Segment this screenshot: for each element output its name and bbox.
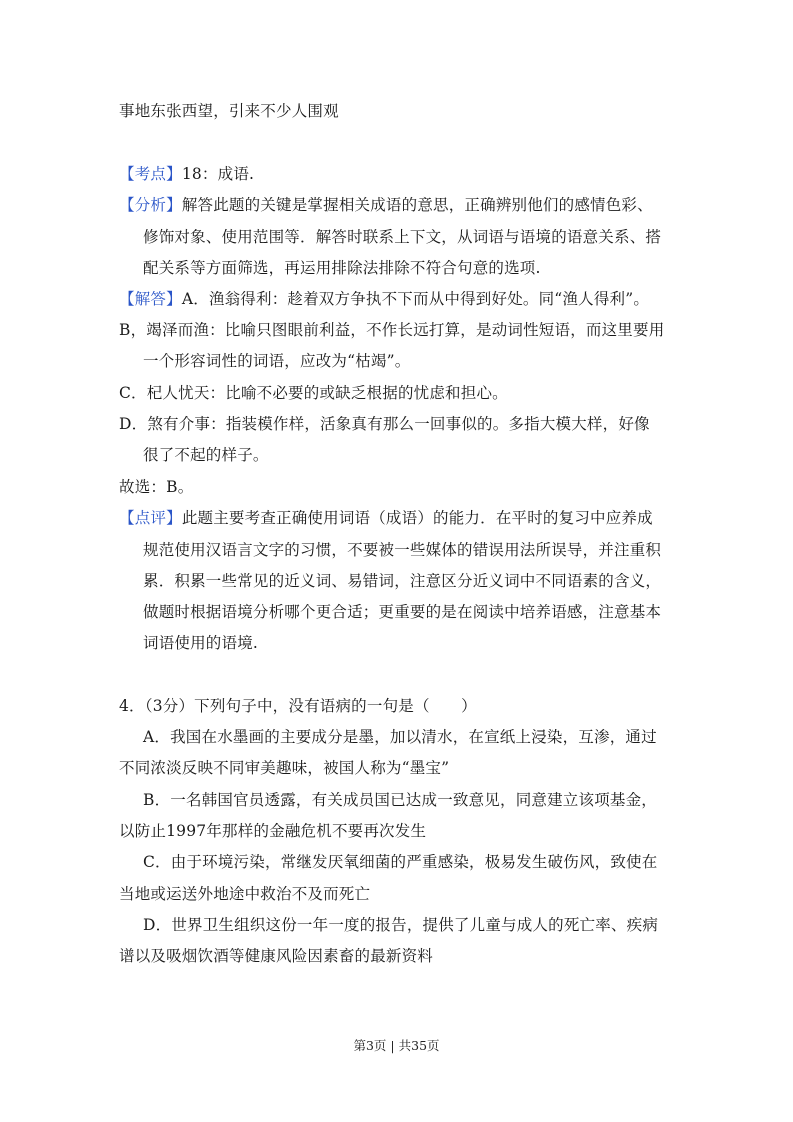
fenxi-tag: 【分析】 bbox=[119, 196, 182, 214]
fenxi-line-1: 解答此题的关键是掌握相关成语的意思，正确辨别他们的感情色彩、 bbox=[181, 196, 653, 214]
option-a-line-2: 不同浓淡反映不同审美趣味，被国人称为“墨宝” bbox=[119, 759, 450, 777]
fenxi-line-3: 配关系等方面筛选，再运用排除法排除不符合句意的选项. bbox=[143, 259, 541, 277]
jieda-line-6: 很了不起的样子。 bbox=[143, 446, 269, 464]
kaodian-row bbox=[119, 164, 254, 184]
dianping-line-3: 累．积累一些常见的近义词、易错词，注意区分近义词中不同语素的含义， bbox=[143, 572, 662, 590]
jieda-tag: 【解答】 bbox=[119, 290, 182, 308]
kaodian-text: 18：成语. bbox=[181, 165, 255, 183]
option-d-line-1: D．世界卫生组织这份一年一度的报告，提供了儿童与成人的死亡率、疾病 bbox=[143, 916, 659, 934]
jieda-answer: 故选：B。 bbox=[119, 478, 194, 496]
option-a-line-1: A．我国在水墨画的主要成分是墨，加以清水，在宣纸上浸染，互渗，通过 bbox=[143, 728, 657, 746]
jieda-line-4: C．杞人忧天：比喻不必要的或缺乏根据的忧虑和担心。 bbox=[119, 384, 508, 402]
jieda-line-2: B，竭泽而渔：比喻只图眼前利益，不作长远打算，是动词性短语，而这里要用 bbox=[119, 321, 665, 339]
dianping-line-1: 此题主要考查正确使用词语（成语）的能力．在平时的复习中应养成 bbox=[181, 509, 653, 527]
jieda-line-3: 一个形容词性的词语，应改为“枯竭”。 bbox=[143, 352, 411, 370]
option-d-line-2: 谱以及吸烟饮酒等健康风险因素畜的最新资料 bbox=[119, 947, 434, 965]
page-total: 共35页 bbox=[398, 1038, 440, 1053]
dianping-tag: 【点评】 bbox=[119, 509, 182, 527]
fenxi-line-2: 修饰对象、使用范围等．解答时联系上下文，从词语与语境的语意关系、搭 bbox=[143, 228, 662, 246]
fenxi-row bbox=[119, 195, 653, 215]
dianping-line-5: 词语使用的语境. bbox=[143, 634, 259, 652]
dianping-line-2: 规范使用汉语言文字的习惯，不要被一些媒体的错误用法所误导，并注重积 bbox=[143, 541, 662, 559]
option-b-line-1: B．一名韩国官员透露，有关成员国已达成一致意见，同意建立该项基金， bbox=[143, 791, 657, 809]
question-4-stem: 4．（3分）下列句子中，没有语病的一句是（ ） bbox=[119, 697, 477, 715]
option-c-line-2: 当地或运送外地途中救治不及而死亡 bbox=[119, 885, 371, 903]
page-number: 第3页 bbox=[353, 1038, 387, 1053]
option-b-line-2: 以防止1997年那样的金融危机不要再次发生 bbox=[119, 822, 427, 840]
option-c-line-1: C．由于环境污染，常继发厌氧细菌的严重感染，极易发生破伤风，致使在 bbox=[143, 853, 658, 871]
dianping-line-4: 做题时根据语境分析哪个更合适；更重要的是在阅读中培养语感，注意基本 bbox=[143, 603, 662, 621]
jieda-line-1: A．渔翁得利：趁着双方争执不下而从中得到好处。同“渔人得利”。 bbox=[181, 290, 650, 308]
dianping-row bbox=[119, 508, 653, 528]
jieda-line-5: D．煞有介事：指装模作样，活象真有那么一回事似的。多指大模大样，好像 bbox=[119, 415, 650, 433]
jieda-row bbox=[119, 289, 649, 309]
continuation-text: 事地东张西望，引来不少人围观 bbox=[119, 102, 339, 120]
page-footer bbox=[0, 1038, 793, 1054]
kaodian-tag: 【考点】 bbox=[119, 165, 182, 183]
footer-separator: | bbox=[390, 1038, 395, 1053]
